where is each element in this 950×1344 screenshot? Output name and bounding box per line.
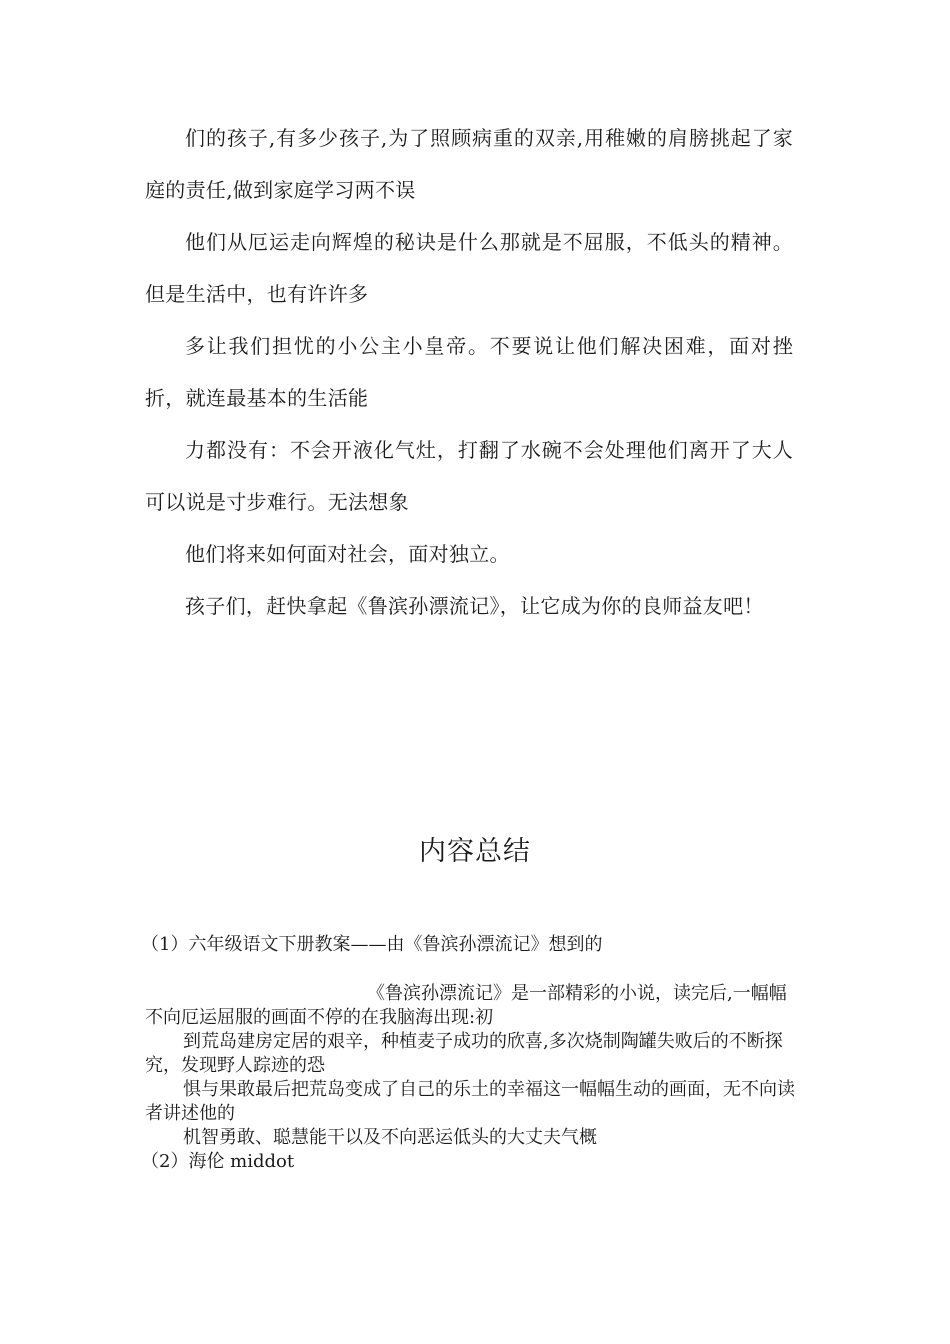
paragraph-1: 们的孩子,有多少孩子,为了照顾病重的双亲,用稚嫩的肩膀挑起了家庭的责任,做到家庭学习两不误	[145, 126, 793, 202]
summary-item-1-line-1: 《鲁滨孙漂流记》是一部精彩的小说，读完后,一幅幅不向厄运屈服的画面不停的在我脑海出现:初	[145, 983, 787, 1028]
summary-item-1-line-2: 到荒岛建房定居的艰辛，种植麦子成功的欣喜,多次烧制陶罐失败后的不断探究，发现野人踪迹的恐	[145, 1031, 783, 1076]
body-text	[145, 112, 793, 632]
summary-section	[141, 932, 800, 1174]
summary-item-1-line-3: 惧与果敢最后把荒岛变成了自己的乐土的幸福这一幅幅生动的画面，无不向读者讲述他的	[145, 1079, 795, 1124]
paragraph-4: 力都没有：不会开液化气灶，打翻了水碗不会处理他们离开了大人可以说是寸步难行。无法想象	[145, 438, 793, 514]
summary-item-2-title: （2）海伦 middot	[141, 1151, 295, 1172]
summary-item-1-line-4: 机智勇敢、聪慧能干以及不向恶运低头的大丈夫气概	[183, 1127, 597, 1148]
summary-item-1-title: （1）六年级语文下册教案——由《鲁滨孙漂流记》想到的	[141, 934, 603, 955]
paragraph-2: 他们从厄运走向辉煌的秘诀是什么那就是不屈服，不低头的精神。但是生活中，也有许许多	[145, 230, 793, 306]
paragraph-6: 孩子们，赶快拿起《鲁滨孙漂流记》，让它成为你的良师益友吧！	[185, 594, 764, 618]
paragraph-3: 多让我们担忧的小公主小皇帝。不要说让他们解决困难，面对挫折，就连最基本的生活能	[145, 334, 793, 410]
paragraph-5: 他们将来如何面对社会，面对独立。	[185, 542, 510, 566]
summary-heading: 内容总结	[419, 836, 531, 867]
summary-item-1-body	[145, 982, 800, 1150]
